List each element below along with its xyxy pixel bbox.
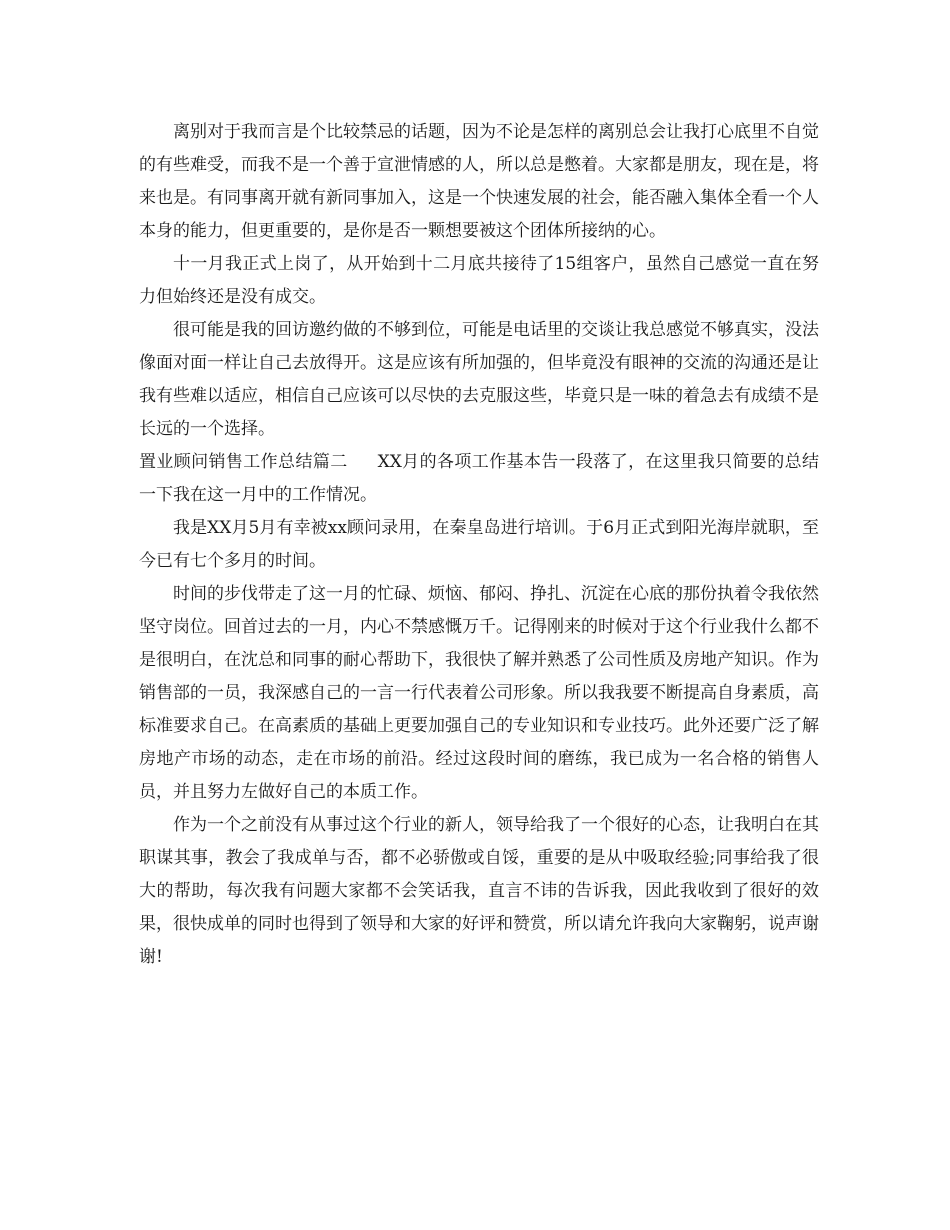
paragraph-november-clients: 十一月我正式上岗了，从开始到十二月底共接待了15组客户，虽然自己感觉一直在努力但始终还是没有成交。 (139, 254, 819, 307)
section-heading: 置业顾问销售工作总结篇二 (139, 452, 348, 472)
paragraph-farewell: 离别对于我而言是个比较禁忌的话题，因为不论是怎样的离别总会让我打心底里不自觉的有些难受，而我不是一个善于宣泄情感的人，所以总是憋着。大家都是朋友，现在是，将来也是。有同事离开就有新同事加入，这是一个快速发展的社会，能否融入集体全看一个人本身的能力，但更重要的，是你是否一颗想要被这个团体所接纳的心。 (139, 122, 819, 241)
paragraph-gratitude: 作为一个之前没有从事过这个行业的新人，领导给我了一个很好的心态，让我明白在其职谋其事，教会了我成单与否，都不必骄傲或自馁，重要的是从中吸取经验;同事给我了很大的帮助，每次我有问题大家都不会笑话我，直言不讳的告诉我，因此我收到了很好的效果，很快成单的同时也得到了领导和大家的好评和赞赏，所以请允许我向大家鞠躬，说声谢谢! (139, 815, 819, 967)
document-body (139, 116, 819, 974)
paragraph-follow-up-reflection: 很可能是我的回访邀约做的不够到位，可能是电话里的交谈让我总感觉不够真实，没法像面对面一样让自己去放得开。这是应该有所加强的，但毕竟没有眼神的交流的沟通还是让我有些难以适应，相信自己应该可以尽快的去克服这些，毕竟只是一味的着急去有成绩不是长远的一个选择。 (139, 320, 819, 439)
paragraph-hiring: 我是XX月5月有幸被xx顾问录用，在秦皇岛进行培训。于6月正式到阳光海岸就职，至今已有七个多月的时间。 (139, 518, 819, 571)
section-intro: XX月的各项工作基本告一段落了，在这里我只简要的总结一下我在这一月中的工作情况。 (139, 452, 819, 505)
paragraph-growth: 时间的步伐带走了这一月的忙碌、烦恼、郁闷、挣扎、沉淀在心底的那份执着令我依然坚守岗位。回首过去的一月，内心不禁感慨万千。记得刚来的时候对于这个行业我什么都不是很明白，在沈总和同事的耐心帮助下，我很快了解并熟悉了公司性质及房地产知识。作为销售部的一员，我深感自己的一言一行代表着公司形象。所以我我要不断提高自身素质，高标准要求自己。在高素质的基础上更要加强自己的专业知识和专业技巧。此外还要广泛了解房地产市场的动态，走在市场的前沿。经过这段时间的磨练，我已成为一名合格的销售人员，并且努力左做好自己的本质工作。 (139, 584, 819, 802)
section-heading-paragraph (139, 446, 819, 512)
